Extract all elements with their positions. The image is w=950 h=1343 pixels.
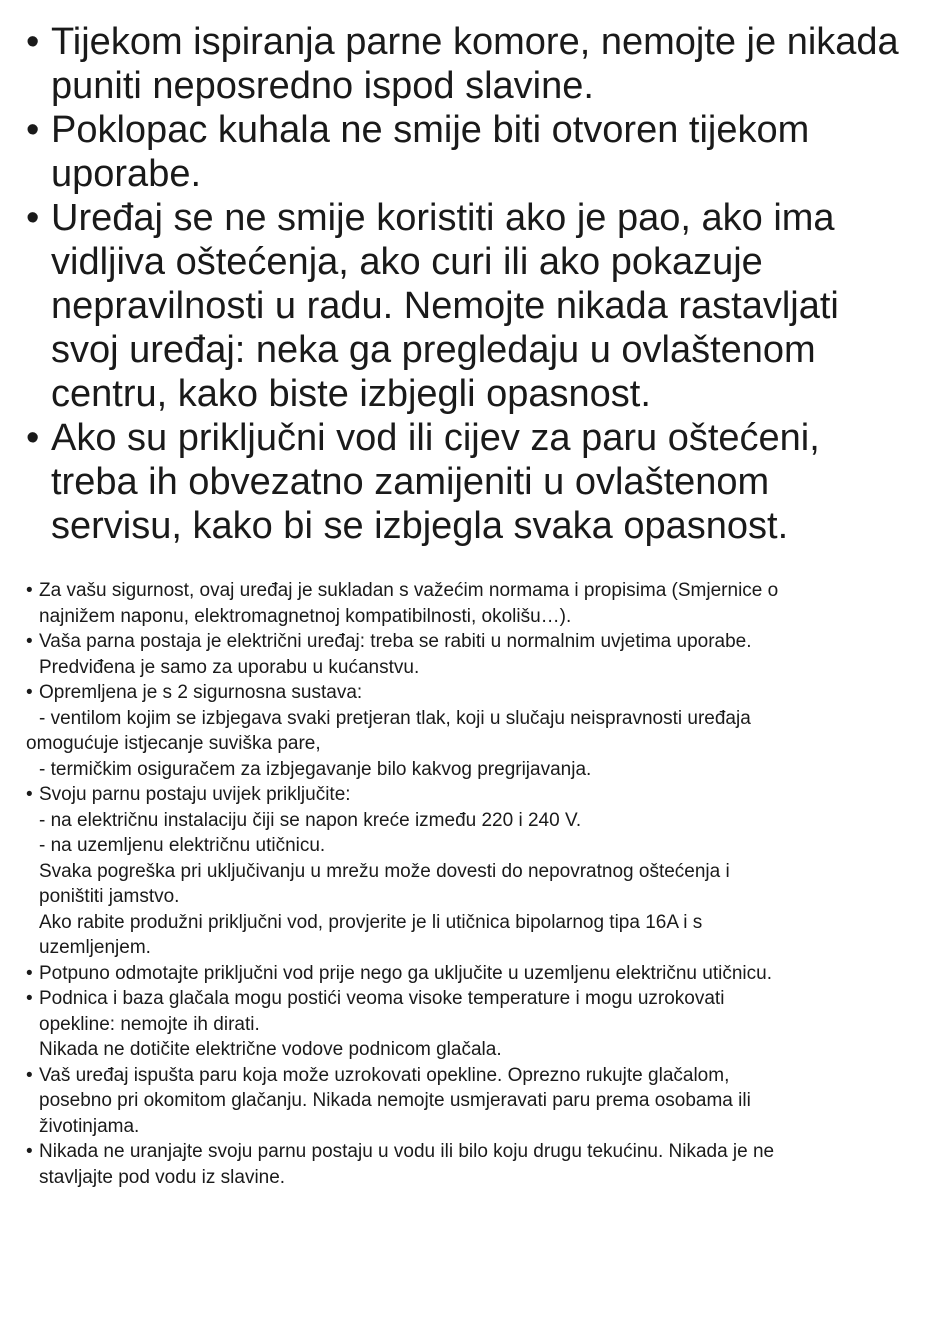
bullet-icon: • (26, 580, 33, 601)
instruction-line: omogućuje istjecanje suviška pare, (26, 733, 321, 754)
instruction-line: - termičkim osiguračem za izbjegavanje bilo kakvog pregrijavanja. (39, 758, 592, 780)
main-warning-line: puniti neposredno ispod slavine. (51, 65, 594, 107)
safety-instructions-list (26, 578, 924, 1190)
bullet-icon: • (26, 21, 40, 63)
bullet-icon: • (26, 784, 33, 805)
safety-instruction-item (26, 680, 924, 782)
main-warning-item (26, 108, 924, 196)
instruction-line: Podnica i baza glačala mogu postići veoma visoke temperature i mogu uzrokovati (39, 988, 725, 1009)
instruction-line: Svaka pogreška pri uključivanju u mrežu može dovesti do nepovratnog oštećenja i (39, 860, 730, 882)
instruction-line: - na električnu instalaciju čiji se napon kreće između 220 i 240 V. (39, 809, 582, 831)
main-warning-item (26, 196, 924, 416)
safety-instruction-item (26, 1139, 924, 1190)
instruction-line: uzemljenjem. (39, 937, 151, 958)
instruction-line: - na uzemljenu električnu utičnicu. (39, 835, 326, 856)
main-warning-item (26, 20, 924, 108)
instruction-line: Vaša parna postaja je električni uređaj: treba se rabiti u normalnim uvjetima uporabe. (39, 631, 752, 652)
instruction-line: poništiti jamstvo. (39, 886, 180, 907)
main-warning-line: uporabe. (51, 153, 202, 195)
main-warning-line: servisu, kako bi se izbjegla svaka opasnost. (51, 505, 789, 547)
main-warning-line: nepravilnosti u radu. Nemojte nikada rastavljati (51, 285, 839, 327)
safety-instruction-item (26, 629, 924, 680)
bullet-icon: • (26, 1064, 33, 1086)
bullet-icon: • (26, 197, 40, 239)
instruction-line: posebno pri okomitom glačanju. Nikada nemojte usmjeravati paru prema osobama ili (39, 1090, 751, 1111)
instruction-line: Nikada ne dotičite električne vodove podnicom glačala. (39, 1039, 502, 1060)
instruction-line: Za vašu sigurnost, ovaj uređaj je sukladan s važećim normama i propisima (Smjernice o (39, 580, 779, 601)
main-warning-line: vidljiva oštećenja, ako curi ili ako pokazuje (51, 241, 763, 283)
instruction-line: - ventilom kojim se izbjegava svaki pretjeran tlak, koji u slučaju neispravnosti uređaja (39, 707, 751, 729)
instruction-line: Predviđena je samo za uporabu u kućanstvu. (39, 656, 420, 678)
instruction-line: Vaš uređaj ispušta paru koja može uzrokovati opekline. Oprezno rukujte glačalom, (39, 1064, 730, 1086)
safety-instruction-item (26, 1063, 924, 1140)
bullet-icon: • (26, 988, 33, 1009)
safety-instruction-item (26, 782, 924, 961)
instruction-line: Svoju parnu postaju uvijek priključite: (39, 784, 351, 805)
main-warning-item (26, 416, 924, 548)
main-warning-line: Tijekom ispiranja parne komore, nemojte je nikada (51, 21, 899, 63)
bullet-icon: • (26, 109, 40, 151)
instruction-line: opekline: nemojte ih dirati. (39, 1013, 260, 1035)
safety-instruction-item (26, 578, 924, 629)
instruction-line: najnižem naponu, elektromagnetnoj kompatibilnosti, okolišu…). (39, 605, 572, 627)
bullet-icon: • (26, 962, 33, 984)
instruction-line: Opremljena je s 2 sigurnosna sustava: (39, 682, 363, 703)
safety-instruction-item (26, 986, 924, 1063)
instruction-line: Potpuno odmotajte priključni vod prije nego ga uključite u uzemljenu električnu utičnicu. (39, 962, 772, 984)
instruction-line: Nikada ne uranjajte svoju parnu postaju u vodu ili bilo koju drugu tekućinu. Nikada je ne (39, 1141, 775, 1162)
instruction-line: životinjama. (39, 1115, 140, 1137)
main-warning-line: Poklopac kuhala ne smije biti otvoren tijekom (51, 109, 810, 151)
main-warning-line: centru, kako biste izbjegli opasnost. (51, 373, 651, 415)
instruction-line: Ako rabite produžni priključni vod, provjerite je li utičnica bipolarnog tipa 16A i s (39, 911, 703, 933)
bullet-icon: • (26, 682, 33, 703)
main-warning-line: Uređaj se ne smije koristiti ako je pao, ako ima (51, 197, 835, 239)
safety-instruction-item (26, 961, 924, 987)
main-warnings-list (26, 20, 924, 548)
main-warning-line: treba ih obvezatno zamijeniti u ovlaštenom (51, 461, 770, 503)
main-warning-line: Ako su priključni vod ili cijev za paru oštećeni, (51, 417, 820, 459)
instruction-line: stavljajte pod vodu iz slavine. (39, 1166, 286, 1188)
main-warning-line: svoj uređaj: neka ga pregledaju u ovlaštenom (51, 329, 816, 371)
bullet-icon: • (26, 417, 40, 459)
bullet-icon: • (26, 1141, 33, 1162)
bullet-icon: • (26, 631, 33, 652)
